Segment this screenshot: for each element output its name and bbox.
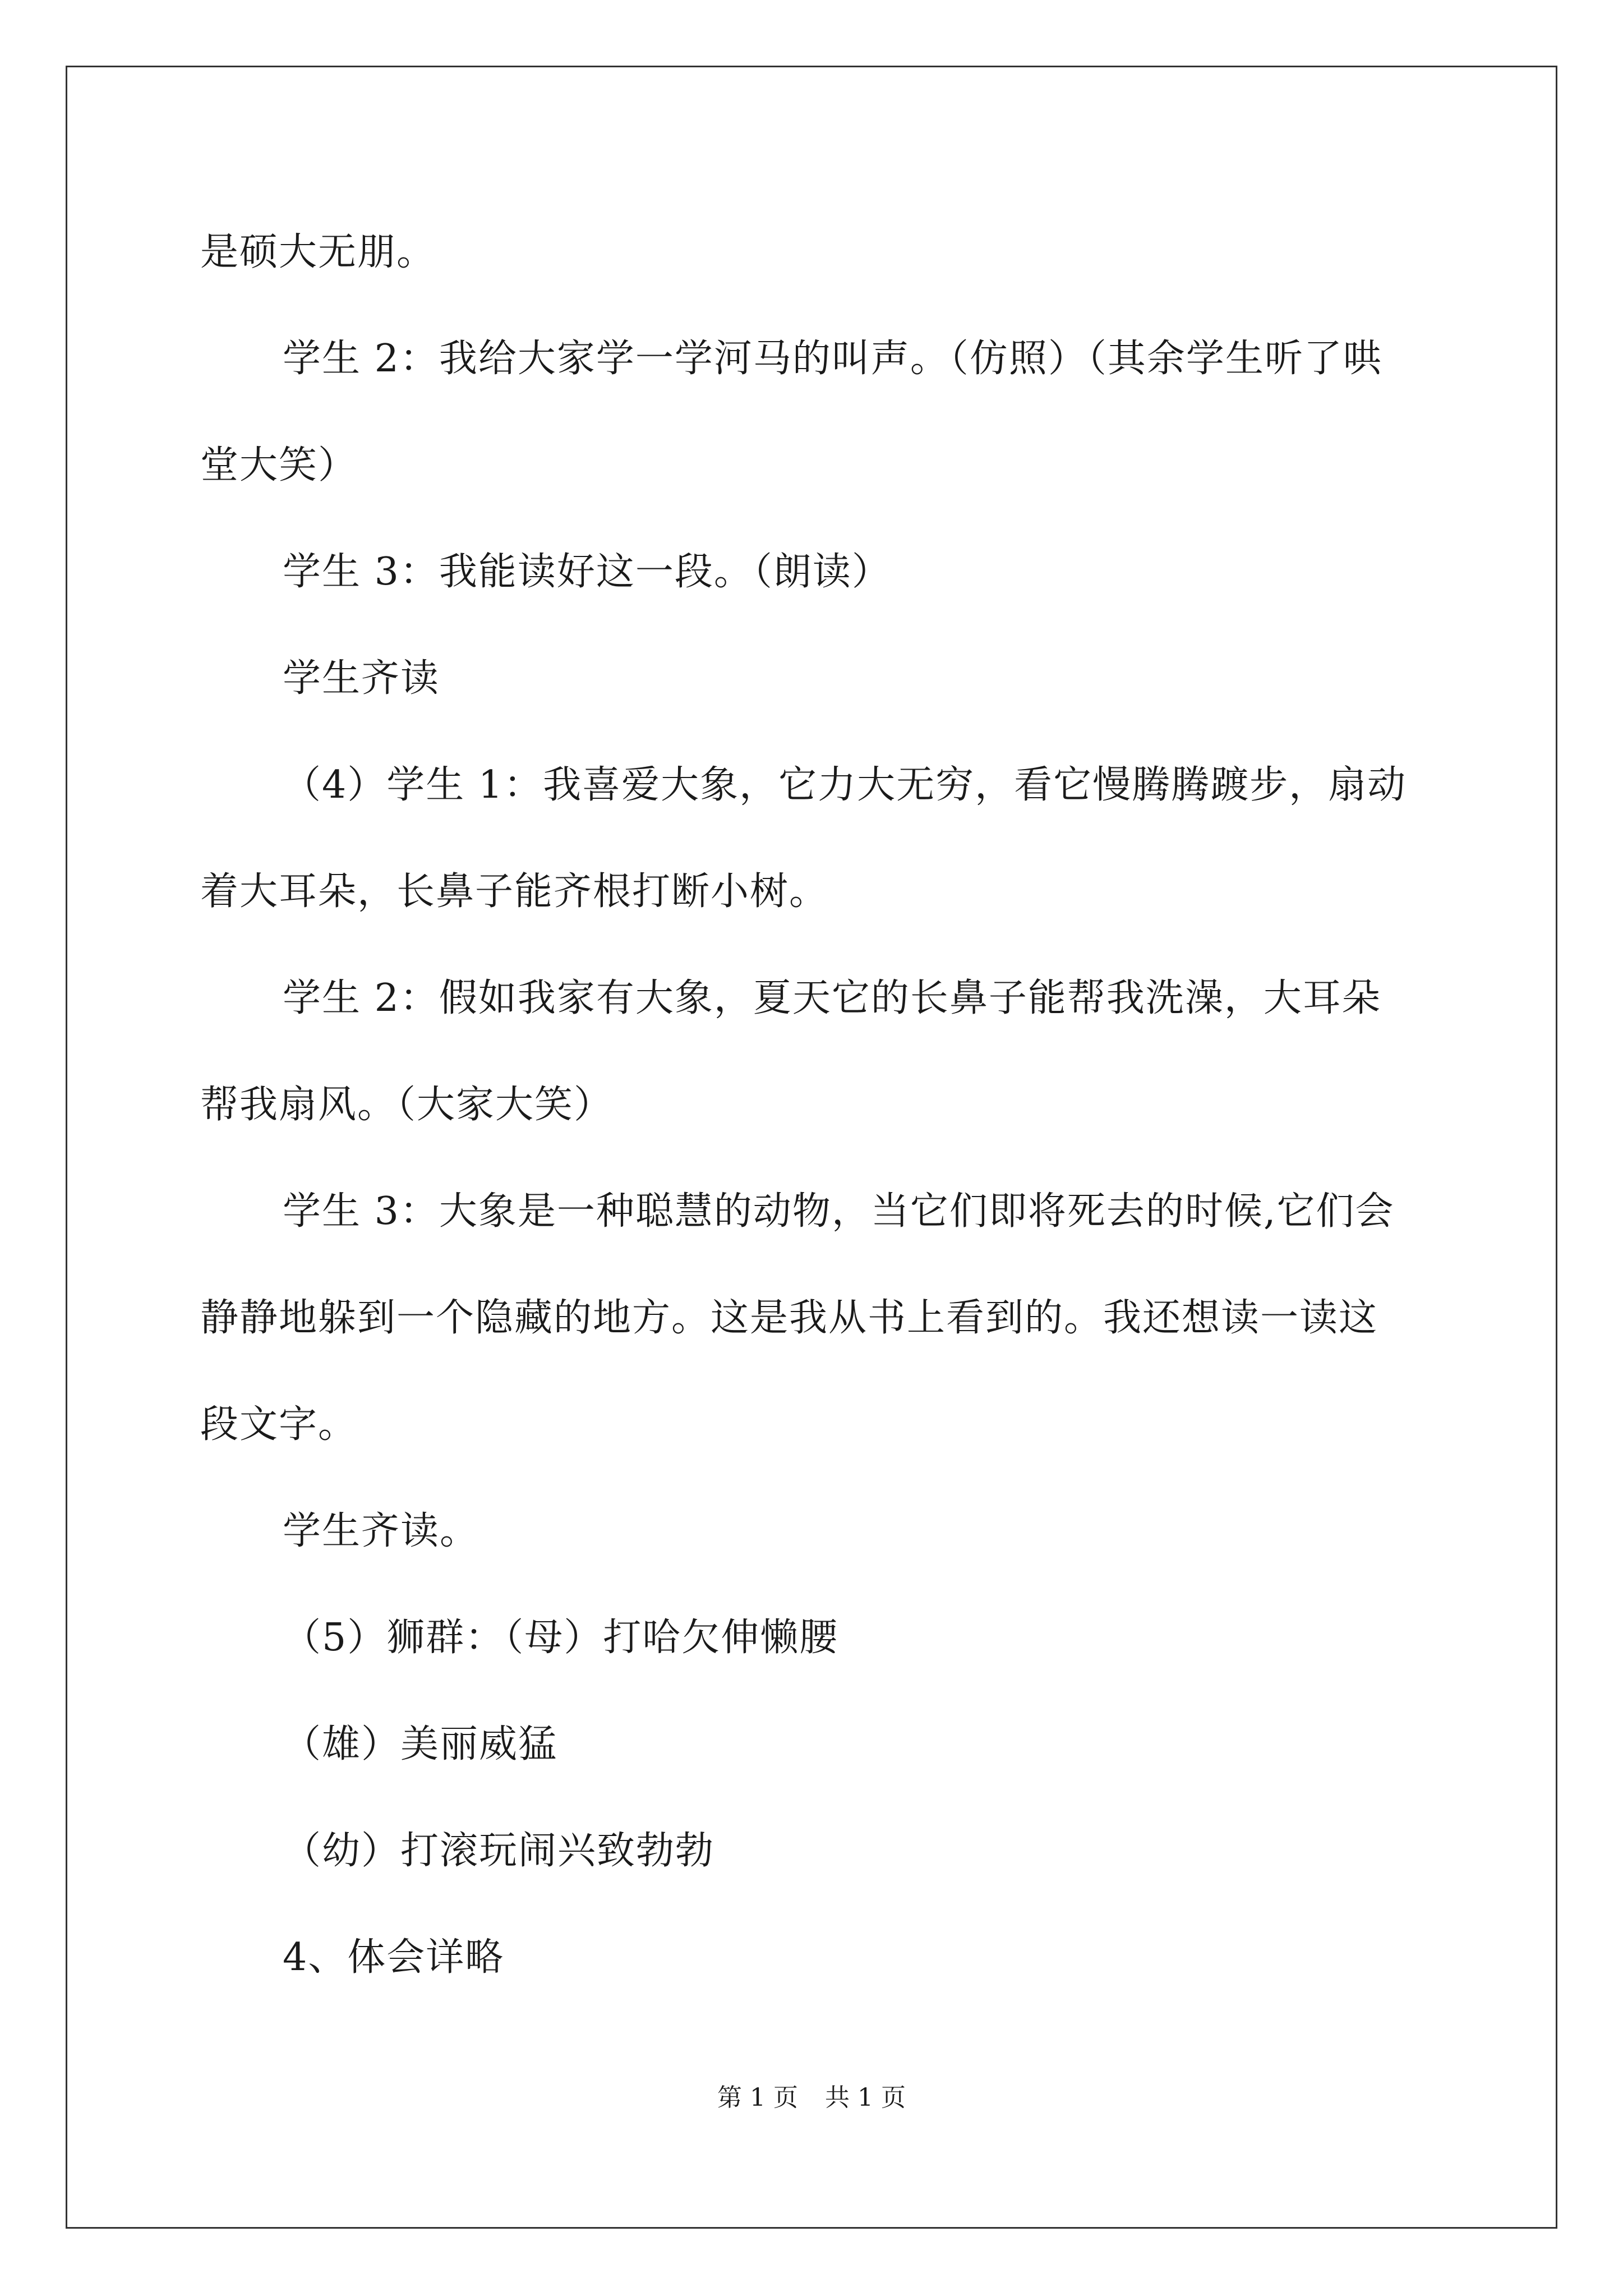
current-page-number: 第 1 页	[717, 2083, 798, 2112]
text-line: 学生 3：大象是一种聪慧的动物，当它们即将死去的时候,它们会	[283, 1189, 1395, 1234]
text-line: （5）狮群：（母）打哈欠伸懒腰	[283, 1616, 839, 1660]
text-line: 学生齐读	[283, 656, 440, 701]
text-line: 学生 3：我能读好这一段。（朗读）	[283, 550, 891, 594]
text-line: （幼）打滚玩闹兴致勃勃	[283, 1829, 715, 1873]
text-line: 学生齐读。	[283, 1509, 479, 1553]
text-line: 是硕大无朋。	[200, 230, 436, 274]
text-line: 堂大笑）	[200, 443, 358, 487]
text-line: 着大耳朵，长鼻子能齐根打断小树。	[200, 869, 829, 914]
text-line: （雄）美丽威猛	[283, 1722, 558, 1766]
text-line: 学生 2：我给大家学一学河马的叫声。（仿照）（其余学生听了哄	[283, 337, 1382, 381]
text-line: （4）学生 1：我喜爱大象，它力大无穷，看它慢腾腾踱步，扇动	[283, 763, 1407, 807]
text-line: 学生 2：假如我家有大象，夏天它的长鼻子能帮我洗澡，大耳朵	[283, 976, 1381, 1020]
total-page-count: 共 1 页	[825, 2083, 906, 2112]
page-footer	[0, 2081, 1623, 2115]
text-line: 4、体会详略	[283, 1935, 505, 1980]
page-border	[66, 66, 1557, 2229]
text-line: 帮我扇风。（大家大笑）	[200, 1083, 614, 1127]
text-line: 静静地躲到一个隐藏的地方。这是我从书上看到的。我还想读一读这	[200, 1296, 1378, 1340]
text-line: 段文字。	[200, 1402, 358, 1447]
